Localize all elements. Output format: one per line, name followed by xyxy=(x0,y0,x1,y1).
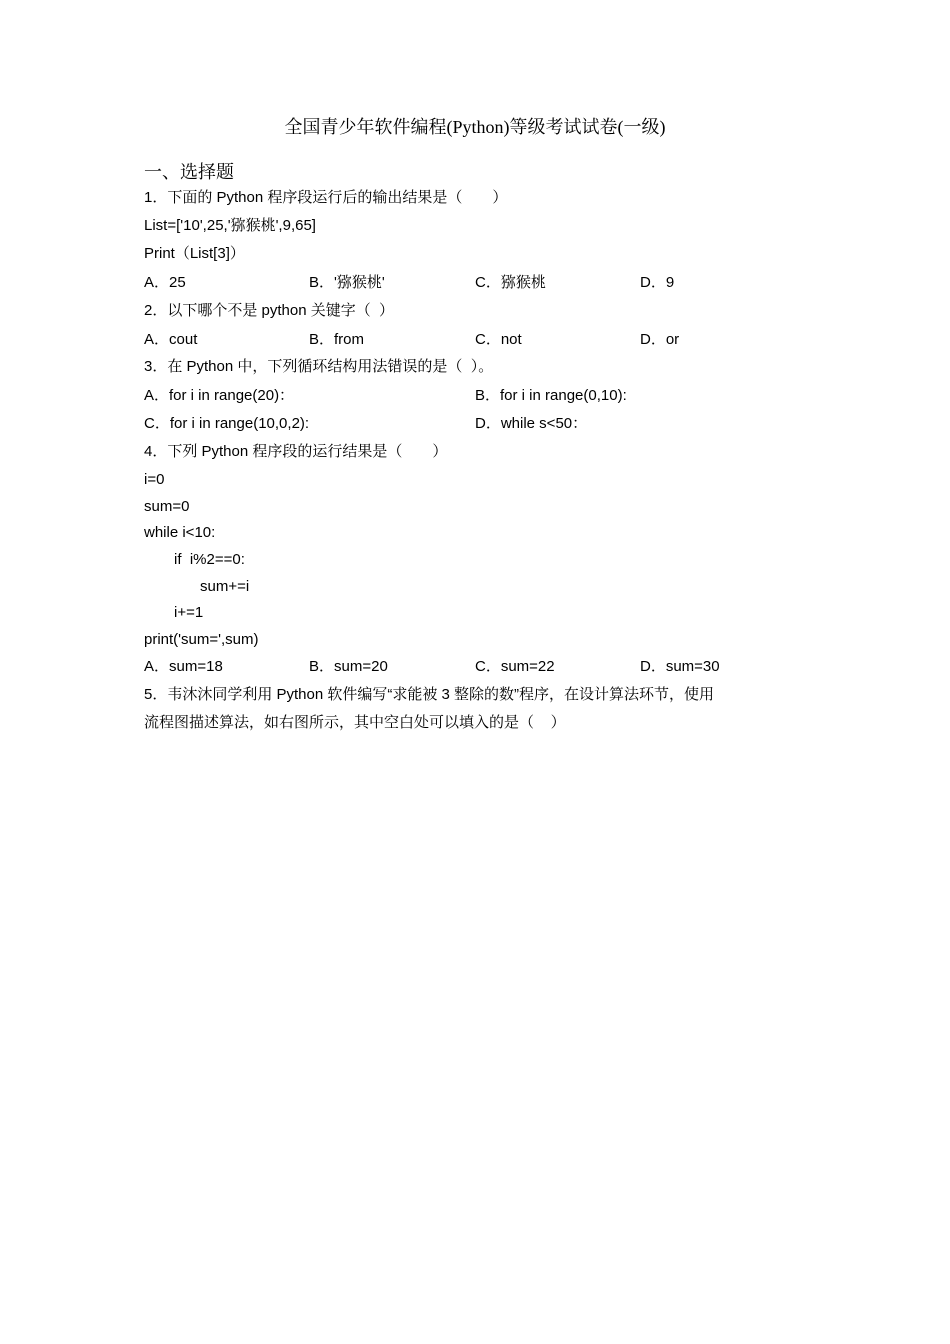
section-heading: 一、选择题 xyxy=(144,162,234,182)
option-b: B．sum=20 xyxy=(309,658,388,675)
code-line: while i<10: xyxy=(144,524,216,541)
option-d: D．or xyxy=(640,331,680,348)
code-line: List=['10',25,'猕猴桃',9,65] xyxy=(144,217,316,234)
option-b: B．from xyxy=(309,331,365,348)
question-stem: 1．下面的 Python 程序段运行后的输出结果是（ ） xyxy=(144,189,508,206)
option-d: D．sum=30 xyxy=(640,658,720,675)
option-a: A．sum=18 xyxy=(144,658,223,675)
question-stem: 4．下列 Python 程序段的运行结果是（ ） xyxy=(144,443,448,460)
question-stem-line: 5．韦沐沐同学利用 Python 软件编写“求能被 3 整除的数”程序，在设计算法环节，使用 xyxy=(144,686,715,703)
code-line: i+=1 xyxy=(174,604,204,621)
code-line: sum+=i xyxy=(200,578,250,595)
option-c: C．sum=22 xyxy=(475,658,555,675)
option-a: A．for i in range(20)： xyxy=(144,387,295,404)
question-stem: 3．在 Python 中，下列循环结构用法错误的是（ ）。 xyxy=(144,358,494,375)
exam-title: 全国青少年软件编程(Python)等级考试试卷(一级) xyxy=(284,117,666,137)
option-c: C．not xyxy=(475,331,522,348)
code-line: sum=0 xyxy=(144,498,190,515)
question-stem: 2．以下哪个不是 python 关键字（ ） xyxy=(144,302,395,319)
option-c: C．猕猴桃 xyxy=(475,274,546,291)
code-line: Print（List[3]） xyxy=(144,245,245,262)
code-line: if i%2==0: xyxy=(174,551,245,568)
option-d: D．while s<50： xyxy=(475,415,588,432)
option-d: D．9 xyxy=(640,274,675,291)
option-c: C．for i in range(10,0,2): xyxy=(144,415,310,432)
code-line: print('sum=',sum) xyxy=(144,631,259,648)
code-line: i=0 xyxy=(144,471,165,488)
option-a: A．cout xyxy=(144,331,198,348)
option-b: B．'猕猴桃' xyxy=(309,274,385,291)
option-a: A．25 xyxy=(144,274,186,291)
question-stem-line: 流程图描述算法，如右图所示，其中空白处可以填入的是（ ） xyxy=(144,714,566,731)
option-b: B．for i in range(0,10): xyxy=(475,387,627,404)
